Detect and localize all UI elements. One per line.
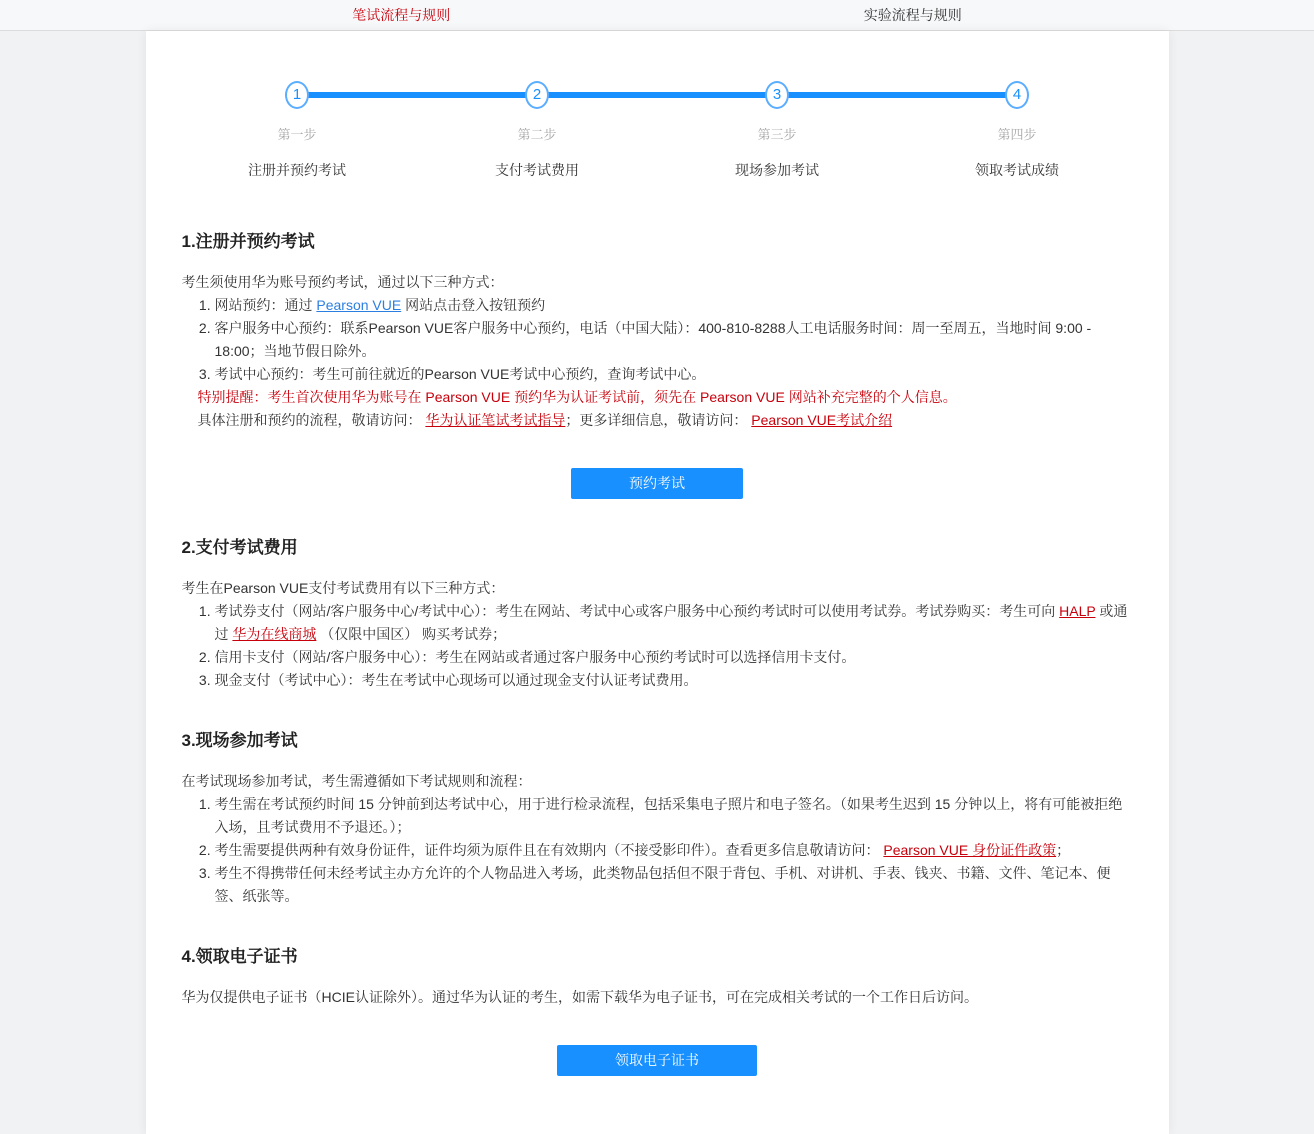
section-3-list [182,793,1133,908]
step-4-circle: 4 [1005,81,1029,109]
text-segment: 客户服务中心预约：联系Pearson VUE客户服务中心预约，电话（中国大陆）：400-810-8288人工电话服务时间：周一至周五，当地时间 9:00 - 18:00；当地节假日除外。 [214,320,1092,359]
section-4-intro: 华为仅提供电子证书（HCIE认证除外）。通过华为认证的考生，如需下载华为电子证书，可在完成相关考试的一个工作日后访问。 [181,989,978,1005]
id-policy-link[interactable]: Pearson VUE 身份证件政策 [883,842,1057,858]
step-2-circle: 2 [525,81,549,109]
text-segment: 考生需在考试预约时间 15 分钟前到达考试中心，用于进行检录流程，包括采集电子照片和电子签名。（如果考生迟到 15 分钟以上，将有可能被拒绝入场，且考试费用不予退还。）； [214,796,1123,835]
list-item [215,363,1133,386]
section-2-list [182,600,1133,692]
exam-process-stepper [248,81,1059,193]
section-pay-exam-fee [182,533,1133,692]
stepper-connector-line [297,92,1017,98]
book-exam-button-row [182,468,1133,499]
list-item [215,600,1133,646]
written-exam-guide-link[interactable]: 华为认证笔试考试指导 [425,412,566,428]
text-segment: ；更多详细信息，敬请访问： [565,412,752,428]
step-4-name: 领取考试成绩 [975,162,1059,178]
content-card [146,31,1169,1134]
pearson-vue-link[interactable]: Pearson VUE [316,297,402,313]
section-2-intro: 考生在Pearson VUE支付考试费用有以下三种方式： [181,580,505,596]
step-1-sublabel: 第一步 [277,127,317,142]
registration-guide-text [198,409,1133,432]
book-exam-button[interactable]: 预约考试 [571,468,743,499]
section-get-certificate [182,942,1133,1076]
pearson-vue-intro-link[interactable]: Pearson VUE考试介绍 [751,412,893,428]
stepper-step-3 [692,81,862,180]
get-certificate-button-row [182,1045,1133,1076]
list-item [215,839,1133,862]
section-4-heading: 4.领取电子证书 [181,947,298,966]
step-3-sublabel: 第三步 [757,127,797,142]
tab-lab-exam-rules[interactable]: 实验流程与规则 [863,7,962,23]
section-1-notes [182,386,1133,432]
list-item [215,793,1133,839]
text-segment: 考生需要提供两种有效身份证件，证件均须为原件且在有效期内（不接受影印件）。查看更多信息敬请访问： [214,842,884,858]
section-1-heading: 1.注册并预约考试 [181,232,315,251]
stepper-step-2 [452,81,622,180]
step-2-sublabel: 第二步 [517,127,557,142]
list-item [215,294,1133,317]
step-1-name: 注册并预约考试 [248,162,346,178]
list-item [215,646,1133,669]
section-1-list [182,294,1133,386]
text-segment: 考试中心预约：考生可前往就近的Pearson VUE考试中心预约，查询考试中心。 [214,366,706,382]
step-1-circle: 1 [285,81,309,109]
step-3-name: 现场参加考试 [735,162,819,178]
tab-written-exam-rules[interactable]: 笔试流程与规则 [352,7,451,23]
text-segment: 或通过 [214,603,1128,642]
text-segment: 信用卡支付（网站/客户服务中心）：考生在网站或者通过客户服务中心预约考试时可以选择信用卡支付。 [214,649,856,665]
section-1-intro: 考生须使用华为账号预约考试，通过以下三种方式： [181,274,504,290]
get-certificate-button[interactable]: 领取电子证书 [557,1045,757,1076]
section-register-and-book [182,227,1133,499]
text-segment: （仅限中国区） 购买考试券； [316,626,507,642]
list-item [215,317,1133,363]
stepper-step-4 [932,81,1102,180]
top-tab-container [146,0,1169,30]
step-3-circle: 3 [765,81,789,109]
huawei-store-link[interactable]: 华为在线商城 [232,626,317,642]
top-tab-bar [0,0,1314,31]
special-reminder-text [198,386,1133,409]
text-segment: ； [1056,842,1071,858]
text-segment: 考生不得携带任何未经考试主办方允许的个人物品进入考场，此类物品包括但不限于背包、手机、对讲机、手表、钱夹、书籍、文件、笔记本、便签、纸张等。 [214,865,1111,904]
text-segment: 具体注册和预约的流程，敬请访问： [197,412,426,428]
text-segment: 现金支付（考试中心）：考生在考试中心现场可以通过现金支付认证考试费用。 [214,672,698,688]
list-item [215,669,1133,692]
warning-text: 特别提醒：考生首次使用华为账号在 Pearson VUE 预约华为认证考试前，须先在 Pearson VUE 网站补充完整的个人信息。 [197,389,957,405]
text-segment: 网站预约：通过 [214,297,317,313]
section-2-heading: 2.支付考试费用 [181,538,298,557]
stepper-step-1 [212,81,382,180]
step-2-name: 支付考试费用 [494,162,579,178]
halp-link[interactable]: HALP [1059,603,1096,619]
list-item [215,862,1133,908]
text-segment: 网站点击登入按钮预约 [401,297,546,313]
section-attend-exam [182,726,1133,908]
text-segment: 考试券支付（网站/客户服务中心/考试中心）：考生在网站、考试中心或客户服务中心预约考试时可以使用考试券。考试券购买：考生可向 [214,603,1060,619]
step-4-sublabel: 第四步 [997,127,1037,142]
section-3-intro: 在考试现场参加考试，考生需遵循如下考试规则和流程： [181,773,532,789]
section-3-heading: 3.现场参加考试 [181,731,298,750]
